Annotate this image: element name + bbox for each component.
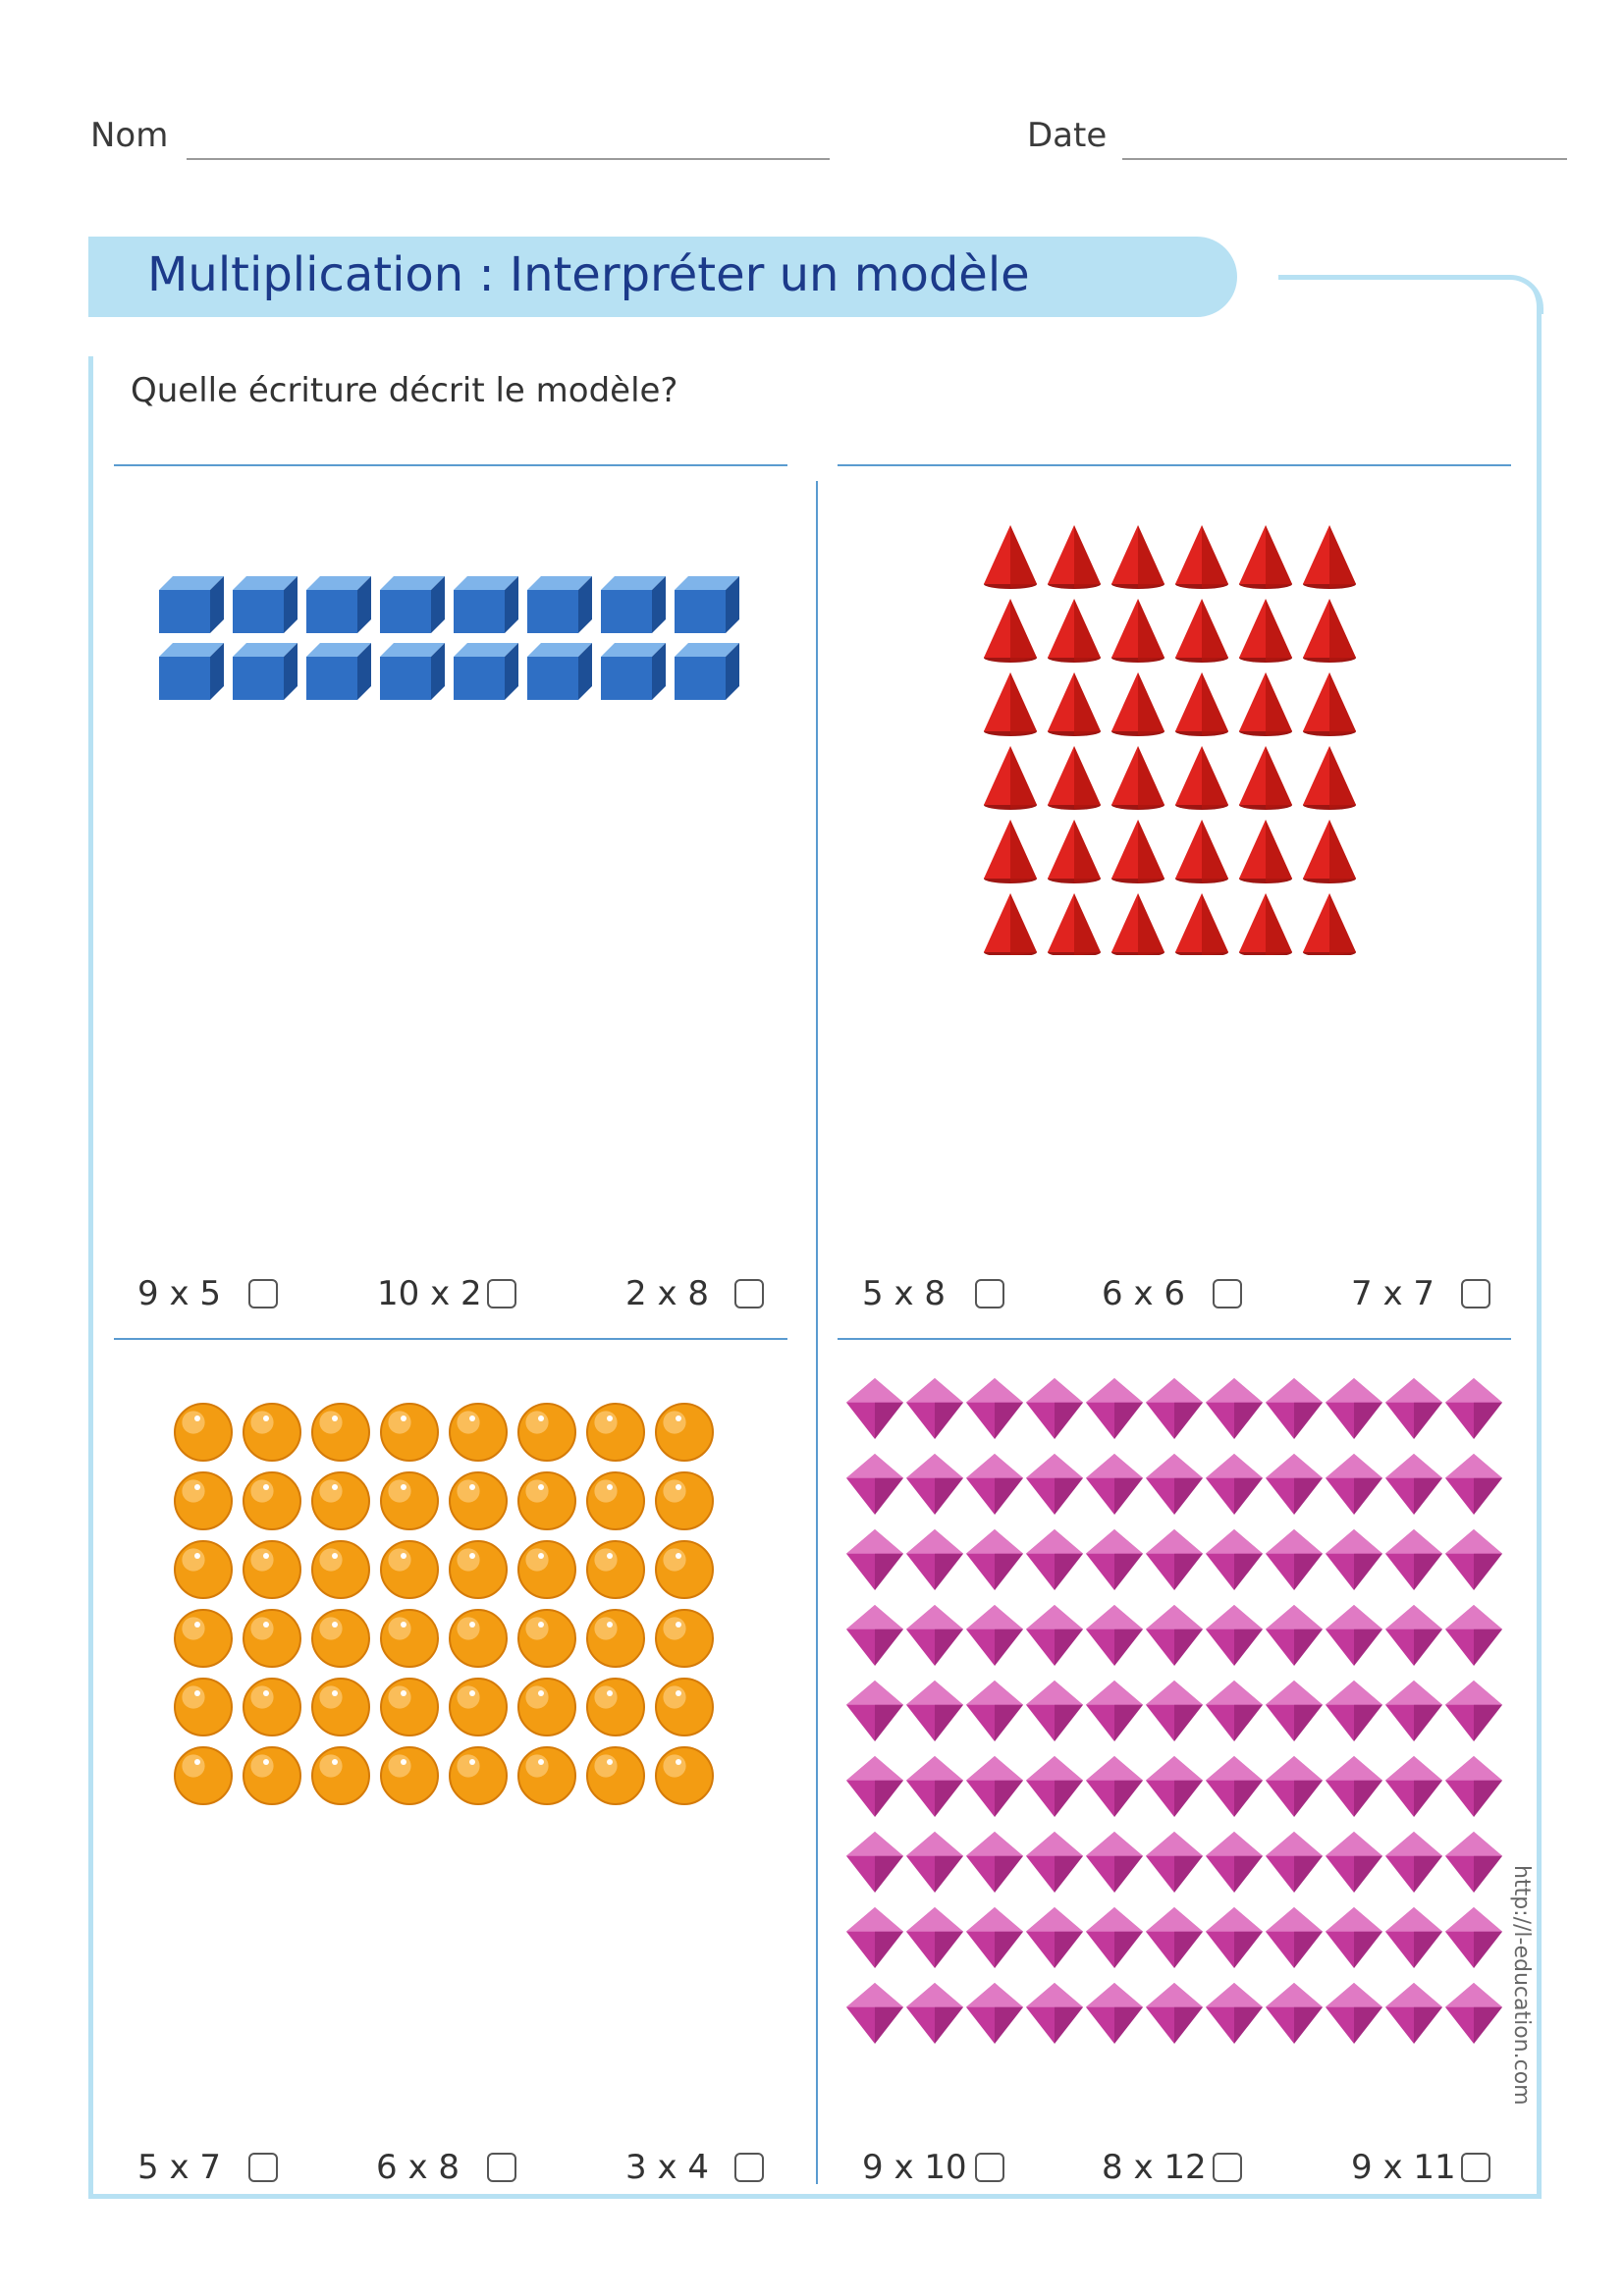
cube-icon xyxy=(527,643,592,700)
diamond-icon xyxy=(1385,1756,1442,1817)
model-diamonds xyxy=(844,1376,1512,2044)
sphere-icon xyxy=(244,1472,300,1529)
diamond-icon xyxy=(1086,1907,1143,1968)
diamond-icon xyxy=(1086,1832,1143,1893)
sphere-icon xyxy=(518,1404,575,1461)
cone-icon xyxy=(1303,820,1356,883)
diamond-icon xyxy=(906,1983,963,2044)
sphere-icon xyxy=(381,1472,438,1529)
diamond-icon xyxy=(1266,1907,1323,1968)
diamond-icon xyxy=(1206,1983,1263,2044)
option-label: 3 x 4 xyxy=(625,2148,709,2187)
diamond-icon xyxy=(1445,1529,1502,1590)
diamond-icon xyxy=(1385,1529,1442,1590)
diamond-icon xyxy=(846,1756,903,1817)
diamond-icon xyxy=(1026,1681,1083,1741)
sphere-icon xyxy=(175,1679,232,1735)
sphere-icon xyxy=(518,1747,575,1804)
diamond-icon xyxy=(1445,1832,1502,1893)
cone-icon xyxy=(1048,672,1101,736)
diamond-icon xyxy=(1026,1529,1083,1590)
diamond-icon xyxy=(906,1907,963,1968)
option-label: 5 x 8 xyxy=(862,1274,946,1313)
diamond-icon xyxy=(966,1605,1023,1666)
sphere-icon xyxy=(450,1404,507,1461)
diamond-icon xyxy=(1146,1907,1203,1968)
cube-icon xyxy=(675,643,739,700)
cone-icon xyxy=(1239,525,1292,589)
cube-icon xyxy=(306,643,371,700)
diamond-icon xyxy=(1385,1454,1442,1515)
cube-icon xyxy=(601,643,666,700)
diamond-icon xyxy=(1326,1832,1382,1893)
diamond-icon xyxy=(1086,1681,1143,1741)
divider-mid-left xyxy=(114,1338,787,1340)
option-checkbox[interactable] xyxy=(1461,2153,1490,2182)
cone-icon xyxy=(1048,746,1101,810)
diamond-icon xyxy=(1385,1832,1442,1893)
name-label: Nom xyxy=(90,116,169,155)
diamond-icon xyxy=(1385,1907,1442,1968)
diamond-icon xyxy=(1326,1756,1382,1817)
option-label: 9 x 11 xyxy=(1351,2148,1456,2187)
diamond-icon xyxy=(966,1378,1023,1439)
diamond-icon xyxy=(1206,1756,1263,1817)
cone-icon xyxy=(1175,599,1228,663)
diamond-icon xyxy=(1326,1378,1382,1439)
diamond-icon xyxy=(1206,1681,1263,1741)
cube-icon xyxy=(306,576,371,633)
cone-icon xyxy=(1111,820,1164,883)
cone-icon xyxy=(1175,525,1228,589)
cone-icon xyxy=(1303,746,1356,810)
diamond-icon xyxy=(1086,1756,1143,1817)
cone-icon xyxy=(984,599,1037,663)
option-label: 6 x 6 xyxy=(1102,1274,1185,1313)
model-cubes xyxy=(157,574,746,702)
divider-top-left xyxy=(114,464,787,466)
diamond-icon xyxy=(1266,1832,1323,1893)
cone-icon xyxy=(1111,893,1164,955)
diamond-icon xyxy=(906,1605,963,1666)
option-checkbox[interactable] xyxy=(1213,2153,1242,2182)
cone-icon xyxy=(984,525,1037,589)
diamond-icon xyxy=(846,1605,903,1666)
sphere-icon xyxy=(587,1541,644,1598)
diamond-icon xyxy=(1266,1529,1323,1590)
cube-icon xyxy=(380,643,445,700)
cone-icon xyxy=(1111,525,1164,589)
diamond-icon xyxy=(1385,1983,1442,2044)
cone-icon xyxy=(1175,672,1228,736)
diamond-icon xyxy=(906,1454,963,1515)
diamond-icon xyxy=(1326,1983,1382,2044)
option-label: 2 x 8 xyxy=(625,1274,709,1313)
option-label: 8 x 12 xyxy=(1102,2148,1207,2187)
sphere-icon xyxy=(587,1747,644,1804)
cone-icon xyxy=(984,820,1037,883)
sphere-icon xyxy=(450,1679,507,1735)
cone-icon xyxy=(1111,746,1164,810)
sphere-icon xyxy=(656,1610,713,1667)
diamond-icon xyxy=(1146,1983,1203,2044)
diamond-icon xyxy=(1326,1907,1382,1968)
diamond-icon xyxy=(846,1832,903,1893)
diamond-icon xyxy=(1146,1529,1203,1590)
cube-icon xyxy=(233,643,298,700)
diamond-icon xyxy=(846,1378,903,1439)
name-field[interactable] xyxy=(187,158,830,160)
diamond-icon xyxy=(1026,1605,1083,1666)
option-label: 5 x 7 xyxy=(137,2148,221,2187)
diamond-icon xyxy=(1326,1454,1382,1515)
diamond-icon xyxy=(1445,1907,1502,1968)
sphere-icon xyxy=(656,1679,713,1735)
diamond-icon xyxy=(1086,1378,1143,1439)
diamond-icon xyxy=(1026,1756,1083,1817)
diamond-icon xyxy=(1086,1983,1143,2044)
diamond-icon xyxy=(906,1681,963,1741)
sphere-icon xyxy=(244,1747,300,1804)
diamond-icon xyxy=(1266,1454,1323,1515)
diamond-icon xyxy=(1326,1529,1382,1590)
cone-icon xyxy=(1111,599,1164,663)
sphere-icon xyxy=(381,1541,438,1598)
diamond-icon xyxy=(846,1454,903,1515)
sphere-icon xyxy=(587,1679,644,1735)
divider-top-right xyxy=(838,464,1511,466)
cone-icon xyxy=(1048,599,1101,663)
option-checkbox[interactable] xyxy=(1213,1279,1242,1308)
option-checkbox[interactable] xyxy=(975,2153,1004,2182)
sphere-icon xyxy=(587,1610,644,1667)
cone-icon xyxy=(1303,672,1356,736)
diamond-icon xyxy=(1266,1378,1323,1439)
sphere-icon xyxy=(656,1472,713,1529)
cone-icon xyxy=(984,893,1037,955)
sphere-icon xyxy=(175,1472,232,1529)
diamond-icon xyxy=(1326,1681,1382,1741)
sphere-icon xyxy=(587,1472,644,1529)
sphere-icon xyxy=(587,1404,644,1461)
diamond-icon xyxy=(966,1983,1023,2044)
diamond-icon xyxy=(846,1907,903,1968)
sphere-icon xyxy=(656,1404,713,1461)
diamond-icon xyxy=(1266,1983,1323,2044)
cone-icon xyxy=(1239,599,1292,663)
diamond-icon xyxy=(1445,1454,1502,1515)
sphere-icon xyxy=(312,1679,369,1735)
diamond-icon xyxy=(1266,1756,1323,1817)
cube-icon xyxy=(454,643,518,700)
divider-mid-right xyxy=(838,1338,1511,1340)
cube-icon xyxy=(380,576,445,633)
option-checkbox[interactable] xyxy=(487,2153,516,2182)
cone-icon xyxy=(1239,672,1292,736)
diamond-icon xyxy=(966,1756,1023,1817)
diamond-icon xyxy=(966,1907,1023,1968)
cone-icon xyxy=(1111,672,1164,736)
diamond-icon xyxy=(1266,1681,1323,1741)
cube-icon xyxy=(454,576,518,633)
sphere-icon xyxy=(381,1610,438,1667)
cone-icon xyxy=(1175,746,1228,810)
cone-icon xyxy=(1175,893,1228,955)
sphere-icon xyxy=(175,1404,232,1461)
diamond-icon xyxy=(966,1529,1023,1590)
diamond-icon xyxy=(1026,1832,1083,1893)
sphere-icon xyxy=(381,1747,438,1804)
option-label: 9 x 10 xyxy=(862,2148,967,2187)
diamond-icon xyxy=(1026,1378,1083,1439)
option-label: 7 x 7 xyxy=(1351,1274,1435,1313)
sphere-icon xyxy=(312,1541,369,1598)
option-checkbox[interactable] xyxy=(248,1279,278,1308)
option-label: 9 x 5 xyxy=(137,1274,221,1313)
diamond-icon xyxy=(1445,1681,1502,1741)
diamond-icon xyxy=(1146,1832,1203,1893)
sphere-icon xyxy=(518,1472,575,1529)
cube-icon xyxy=(159,643,224,700)
diamond-icon xyxy=(1385,1605,1442,1666)
diamond-icon xyxy=(846,1983,903,2044)
cube-icon xyxy=(527,576,592,633)
model-spheres xyxy=(173,1402,723,1814)
diamond-icon xyxy=(1445,1756,1502,1817)
divider-vertical xyxy=(816,481,818,2184)
diamond-icon xyxy=(1026,1454,1083,1515)
option-label: 6 x 8 xyxy=(376,2148,460,2187)
diamond-icon xyxy=(1146,1756,1203,1817)
diamond-icon xyxy=(1445,1605,1502,1666)
diamond-icon xyxy=(1146,1454,1203,1515)
sphere-icon xyxy=(450,1610,507,1667)
sphere-icon xyxy=(312,1747,369,1804)
diamond-icon xyxy=(1086,1605,1143,1666)
cone-icon xyxy=(1303,599,1356,663)
cone-icon xyxy=(1048,820,1101,883)
diamond-icon xyxy=(1326,1605,1382,1666)
diamond-icon xyxy=(1146,1681,1203,1741)
footer-url: http://l-education.com xyxy=(1509,1865,1534,2106)
option-label: 10 x 2 xyxy=(377,1274,482,1313)
cone-icon xyxy=(1048,525,1101,589)
sphere-icon xyxy=(381,1679,438,1735)
sphere-icon xyxy=(175,1610,232,1667)
diamond-icon xyxy=(1206,1529,1263,1590)
sphere-icon xyxy=(518,1541,575,1598)
diamond-icon xyxy=(906,1529,963,1590)
sphere-icon xyxy=(244,1541,300,1598)
sphere-icon xyxy=(312,1404,369,1461)
option-checkbox[interactable] xyxy=(734,2153,764,2182)
frame-corner xyxy=(1278,275,1543,314)
date-label: Date xyxy=(1027,116,1108,155)
diamond-icon xyxy=(1206,1378,1263,1439)
sphere-icon xyxy=(244,1610,300,1667)
diamond-icon xyxy=(1146,1378,1203,1439)
page-title: Multiplication : Interpréter un modèle xyxy=(147,247,1030,302)
cone-icon xyxy=(1239,746,1292,810)
sphere-icon xyxy=(244,1679,300,1735)
diamond-icon xyxy=(1026,1907,1083,1968)
sphere-icon xyxy=(656,1541,713,1598)
sphere-icon xyxy=(656,1747,713,1804)
cone-icon xyxy=(1303,893,1356,955)
option-checkbox[interactable] xyxy=(734,1279,764,1308)
diamond-icon xyxy=(906,1756,963,1817)
cone-icon xyxy=(984,746,1037,810)
diamond-icon xyxy=(906,1378,963,1439)
cone-icon xyxy=(1175,820,1228,883)
diamond-icon xyxy=(1206,1832,1263,1893)
option-checkbox[interactable] xyxy=(487,1279,516,1308)
cube-icon xyxy=(675,576,739,633)
diamond-icon xyxy=(1086,1529,1143,1590)
diamond-icon xyxy=(1266,1605,1323,1666)
sphere-icon xyxy=(381,1404,438,1461)
sphere-icon xyxy=(312,1610,369,1667)
diamond-icon xyxy=(966,1454,1023,1515)
diamond-icon xyxy=(966,1832,1023,1893)
option-checkbox[interactable] xyxy=(1461,1279,1490,1308)
cube-icon xyxy=(601,576,666,633)
cone-icon xyxy=(1239,820,1292,883)
diamond-icon xyxy=(846,1681,903,1741)
diamond-icon xyxy=(1385,1378,1442,1439)
diamond-icon xyxy=(1026,1983,1083,2044)
diamond-icon xyxy=(846,1529,903,1590)
sphere-icon xyxy=(312,1472,369,1529)
cone-icon xyxy=(1303,525,1356,589)
instruction-text: Quelle écriture décrit le modèle? xyxy=(131,371,678,410)
sphere-icon xyxy=(175,1747,232,1804)
sphere-icon xyxy=(450,1472,507,1529)
sphere-icon xyxy=(518,1610,575,1667)
sphere-icon xyxy=(175,1541,232,1598)
diamond-icon xyxy=(1385,1681,1442,1741)
sphere-icon xyxy=(518,1679,575,1735)
diamond-icon xyxy=(1206,1605,1263,1666)
cone-icon xyxy=(1048,893,1101,955)
diamond-icon xyxy=(906,1832,963,1893)
model-cones xyxy=(982,523,1365,955)
option-checkbox[interactable] xyxy=(248,2153,278,2182)
diamond-icon xyxy=(1146,1605,1203,1666)
cube-icon xyxy=(233,576,298,633)
cube-icon xyxy=(159,576,224,633)
diamond-icon xyxy=(966,1681,1023,1741)
option-checkbox[interactable] xyxy=(975,1279,1004,1308)
diamond-icon xyxy=(1086,1454,1143,1515)
diamond-icon xyxy=(1206,1454,1263,1515)
diamond-icon xyxy=(1445,1983,1502,2044)
date-field[interactable] xyxy=(1122,158,1567,160)
cone-icon xyxy=(984,672,1037,736)
diamond-icon xyxy=(1206,1907,1263,1968)
cone-icon xyxy=(1239,893,1292,955)
sphere-icon xyxy=(450,1541,507,1598)
diamond-icon xyxy=(1445,1378,1502,1439)
sphere-icon xyxy=(450,1747,507,1804)
sphere-icon xyxy=(244,1404,300,1461)
